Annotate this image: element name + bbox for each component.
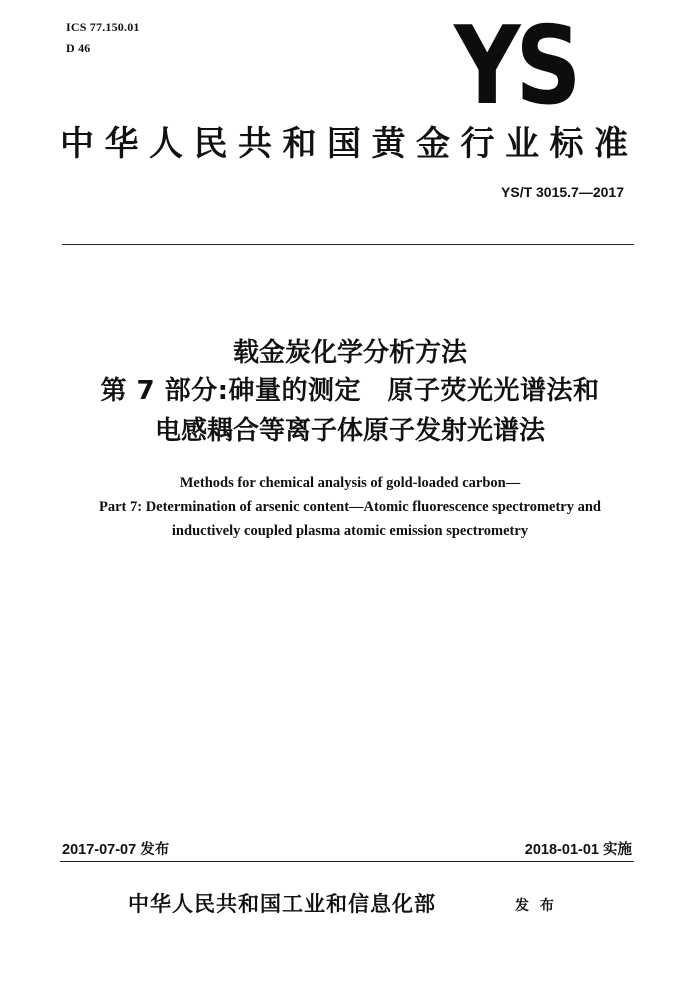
publish-label: 发 布 — [515, 898, 557, 914]
english-title-line-3: inductively coupled plasma atomic emission spectrometry — [171, 523, 529, 539]
english-title-line-2: Part 7: Determination of arsenic content—Atomic fluorescence spectrometry and — [99, 499, 601, 515]
implementation-date: 2018-01-01 实施 — [524, 842, 632, 858]
chinese-title-line-3: 电感耦合等离子体原子发射光谱法 — [154, 416, 545, 446]
ics-code: ICS 77.150.01 — [66, 20, 140, 34]
standard-category: 中华人民共和国黄金行业标准 — [60, 124, 639, 164]
standard-number: YS/T 3015.7—2017 — [501, 184, 624, 200]
top-divider — [62, 244, 634, 245]
ccs-code: D 46 — [66, 41, 91, 55]
chinese-title-line-2: 第 7 部分:砷量的测定 原子荧光光谱法和 — [100, 376, 600, 406]
publisher-name: 中华人民共和国工业和信息化部 — [128, 892, 436, 916]
bottom-divider — [60, 861, 634, 862]
english-title-line-1: Methods for chemical analysis of gold-loaded carbon— — [179, 475, 521, 491]
issue-date: 2017-07-07 发布 — [62, 842, 170, 858]
chinese-title-line-1: 载金炭化学分析方法 — [232, 338, 467, 368]
ys-logo: YS — [454, 4, 577, 129]
